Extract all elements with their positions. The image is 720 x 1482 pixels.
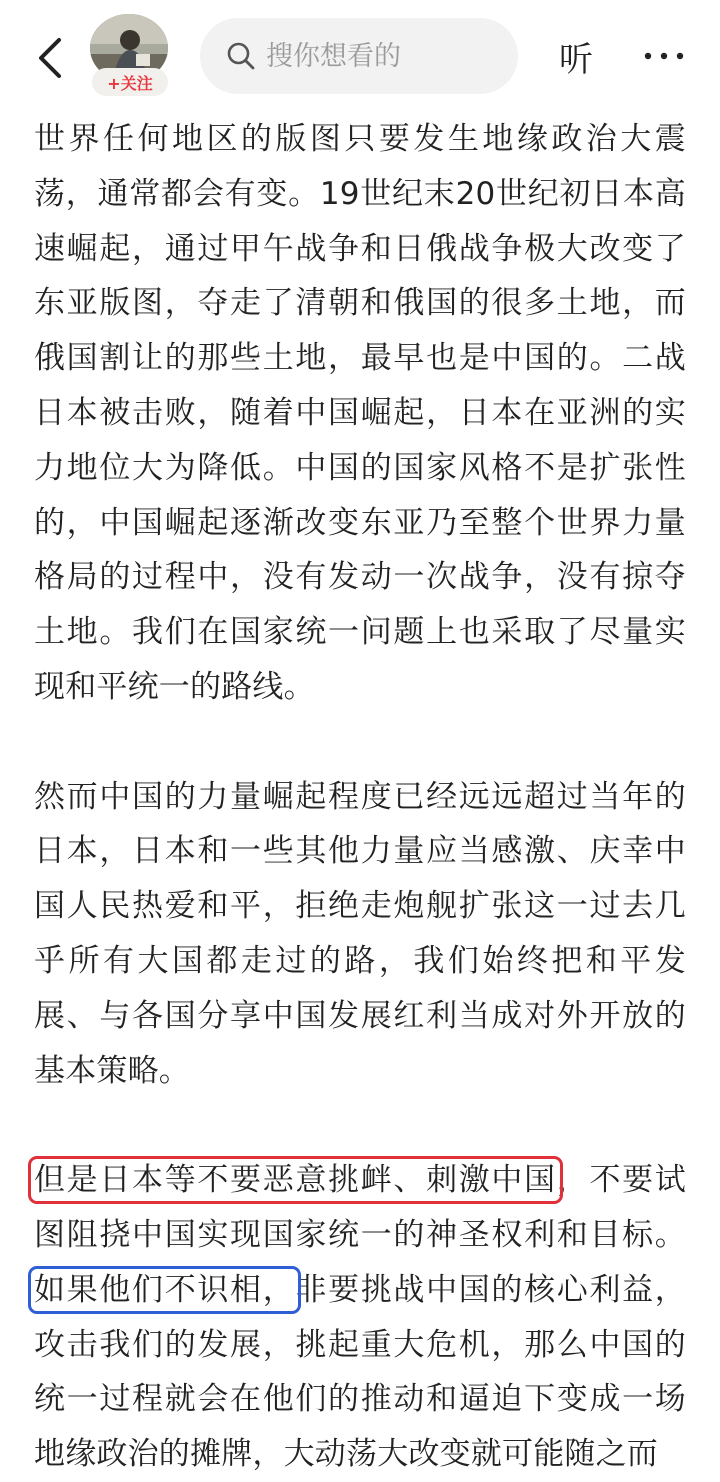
more-button[interactable]	[636, 28, 692, 84]
article-paragraph: 然而中国的力量崛起程度已经远远超过当年的日本，日本和一些其他力量应当感激、庆幸中国人民热爱和平，拒绝走炮舰扩张这一过去几乎所有大国都走过的路，我们始终把和平发展、与各国分享中国发展红利当成对外开放的基本策略。	[34, 778, 686, 1089]
paragraph-text: ，不要试图阻挠中国实现国家统一的神圣权利和目标。	[34, 1162, 686, 1253]
top-bar	[0, 0, 720, 110]
paragraph-text: 非要挑战中国的核心利益，攻击我们的发展，挑起重大危机，那么中国的统一过程就会在他们的推动和逼迫下变成一场地缘政治的摊牌，大动荡大改变就可能随之而	[34, 1271, 686, 1473]
search-icon	[224, 39, 258, 73]
listen-button[interactable]: 听	[559, 39, 593, 80]
highlight-red-box: 但是日本等不要恶意挑衅、刺激中国	[34, 1162, 557, 1199]
article-body	[34, 112, 686, 1482]
chevron-left-icon	[35, 36, 65, 80]
more-dots-icon	[642, 51, 686, 61]
article-paragraph	[34, 1153, 686, 1482]
article-paragraph: 世界任何地区的版图只要发生地缘政治大震荡，通常都会有变。19世纪末20世纪初日本高速崛起，通过甲午战争和日俄战争极大改变了东亚版图，夺走了清朝和俄国的很多土地，而俄国割让的那些土地，最早也是中国的。二战日本被击败，随着中国崛起，日本在亚洲的实力地位大为降低。中国的国家风格不是扩张性的，中国崛起逐渐改变东亚乃至整个世界力量格局的过程中，没有发动一次战争，没有掠夺土地。我们在国家统一问题上也采取了尽量实现和平统一的路线。	[34, 121, 686, 705]
search-bar[interactable]	[200, 18, 518, 94]
follow-button[interactable]: +关注	[92, 68, 168, 96]
search-input[interactable]	[266, 41, 496, 72]
author-avatar-group[interactable]	[86, 14, 172, 98]
back-button[interactable]	[28, 30, 72, 86]
highlight-blue-box: 如果他们不识相，	[34, 1271, 296, 1308]
